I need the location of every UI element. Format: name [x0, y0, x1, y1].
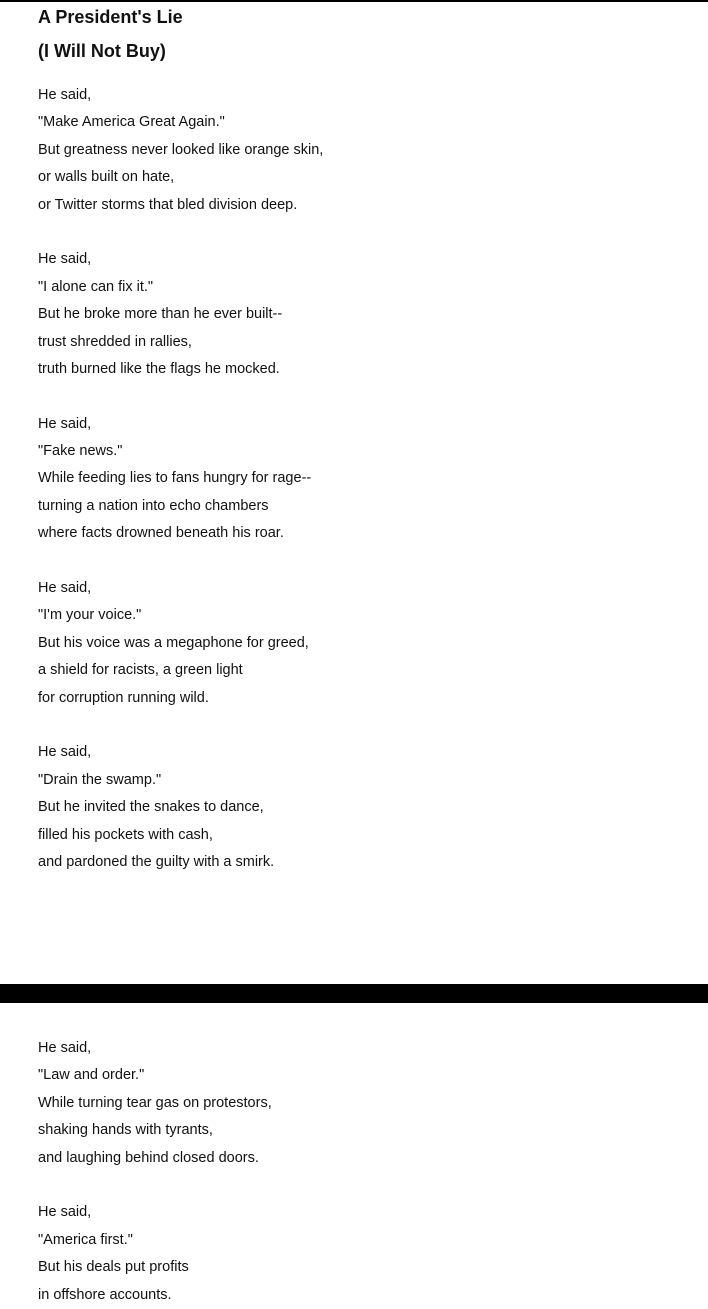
poem-line: "I'm your voice."	[38, 607, 142, 624]
poem-line: and pardoned the guilty with a smirk.	[38, 853, 275, 870]
page-break-bar	[0, 984, 708, 1003]
poem-line: and laughing behind closed doors.	[38, 1149, 259, 1166]
stanza	[38, 1035, 698, 1172]
stanza	[38, 739, 698, 876]
poem-line: He said,	[38, 1040, 92, 1056]
poem-line: While turning tear gas on protestors,	[38, 1094, 272, 1111]
poem-line: a shield for racists, a green light	[38, 662, 243, 679]
poem-line: "Make America Great Again."	[38, 114, 225, 131]
document-page-1	[38, 0, 698, 876]
poem-line: "Law and order."	[38, 1067, 145, 1084]
poem-line: He said,	[38, 1204, 92, 1221]
poem-line: turning a nation into echo chambers	[38, 497, 269, 514]
poem-line: He said,	[38, 251, 92, 268]
page-2-stanzas	[38, 1035, 698, 1309]
poem-line: or walls built on hate,	[38, 169, 175, 186]
poem-line: "I alone can fix it."	[38, 278, 154, 295]
poem-line: He said,	[38, 87, 92, 103]
poem-line: But he invited the snakes to dance,	[38, 799, 264, 816]
poem-line: "America first."	[38, 1231, 133, 1248]
poem-line: filled his pockets with cash,	[38, 826, 213, 843]
poem-line: "Fake news."	[38, 443, 123, 460]
page-1-stanzas	[38, 82, 698, 876]
poem-line: While feeding lies to fans hungry for rage--	[38, 470, 312, 487]
stanza	[38, 411, 698, 548]
poem-line: or Twitter storms that bled division deep.	[38, 196, 298, 213]
poem-line: shaking hands with tyrants,	[38, 1122, 213, 1139]
poem-line: But his voice was a megaphone for greed,	[38, 634, 309, 651]
poem-line: But greatness never looked like orange skin,	[38, 141, 324, 158]
stanza	[38, 82, 698, 219]
poem-line: where facts drowned beneath his roar.	[38, 525, 284, 542]
poem-title: A President's Lie	[38, 7, 183, 27]
poem-line: He said,	[38, 580, 92, 597]
poem-line: But his deals put profits	[38, 1259, 189, 1276]
stanza	[38, 246, 698, 383]
stanza	[38, 1199, 698, 1309]
poem-line: But he broke more than he ever built--	[38, 306, 283, 323]
stanza	[38, 575, 698, 712]
poem-line: trust shredded in rallies,	[38, 333, 192, 350]
poem-line: in offshore accounts.	[38, 1286, 172, 1303]
poem-line: for corruption running wild.	[38, 689, 209, 706]
poem-line: He said,	[38, 744, 92, 761]
document-page-2	[38, 1003, 698, 1309]
poem-line: "Drain the swamp."	[38, 771, 162, 788]
poem-line: He said,	[38, 415, 92, 432]
poem-line: truth burned like the flags he mocked.	[38, 360, 280, 377]
poem-subtitle: (I Will Not Buy)	[38, 41, 166, 61]
